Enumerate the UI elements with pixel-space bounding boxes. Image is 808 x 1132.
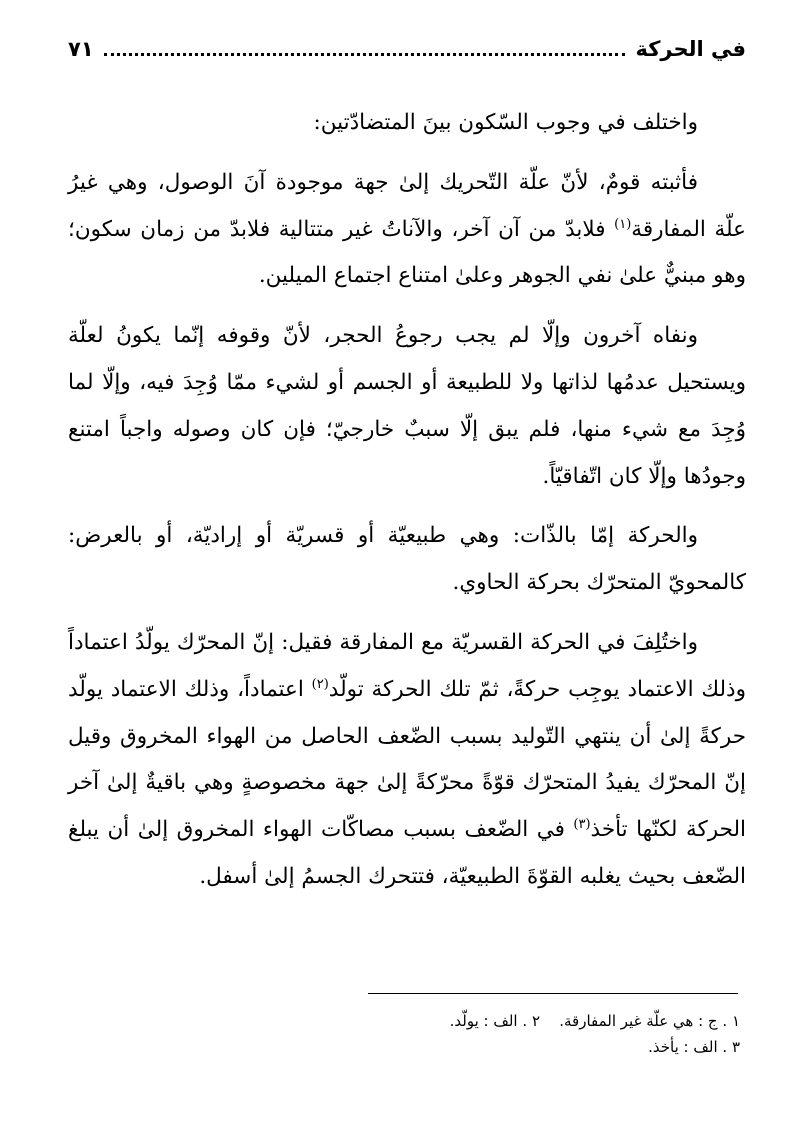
page-number: ٧١ [68,37,94,61]
footnote-row-2 [68,1034,740,1060]
paragraph-4-text: والحركة إمّا بالذّات: وهي طبيعيّة أو قسريّة أو إراديّة، أو بالعرض: كالمحويّ المتحرّك بحركة الحاوي. [68,523,746,596]
paragraph-1-text: واختلف في وجوب السّكون بينَ المتضادّتين: [313,110,698,135]
running-header [68,32,746,66]
footnote-3-text: الف : يأخذ. [648,1038,718,1056]
footnote-3 [648,1034,740,1060]
footnote-row-1 [68,1008,740,1034]
header-dot-leader [104,53,626,56]
paragraph-2-rest: فلابدّ من آن آخر، والآناتُ غير متتالية فلابدّ من زمان سكون؛ وهو مبنيٌّ علىٰ نفي الجوهر وعلىٰ امتناع اجتماع الميلين. [68,216,746,289]
footnote-3-number: ٣ . [722,1038,740,1056]
footnote-mark-1: (١) [614,216,632,232]
paragraph-5 [68,620,746,901]
paragraph-4 [68,513,746,607]
paragraph-3 [68,313,746,500]
paragraph-5-middle: اعتماداً، وذلك الاعتماد يولّد حركةً إلىٰ أن ينتهي التّوليد بسبب الضّعف الحاصل من الهواء المخروق وقيل إنّ المحرّك يفيدُ المتحرّك قوّةً محرّكةً إلىٰ جهة مخصوصةٍ وهي باقيةٌ إلىٰ آخر الحركة لكنّها تأخذ [68,676,746,843]
footnote-separator [368,993,738,994]
footnote-2 [450,1008,540,1034]
footnotes [68,1008,740,1060]
chapter-title: في الحركة [635,37,746,61]
paragraph-5-end: في الضّعف بسبب مصاكّات الهواء المخروق إلىٰ أن يبلغ الضّعف بحيث يغلبه القوّةَ الطبيعيّة، فتتحرك الجسمُ إلىٰ أسفل. [68,817,746,889]
footnote-1-text: ج : هي علّة غير المفارقة. [559,1012,718,1030]
footnote-mark-2: (٢) [311,676,329,692]
paragraph-5-text: واختُلِفَ في الحركة القسريّة مع المفارقة فقيل: إنّ المحرّك يولّدُ اعتماداً وذلك الاعتماد يوجِب حركةً، ثمّ تلك الحركة تولّد [68,629,746,702]
footnote-2-number: ٢ . [522,1012,540,1030]
paragraph-2-text: فأثبته قومٌ، لأنّ علّة التّحريك إلىٰ جهة موجودة آنَ الوصول، وهي غيرُ علّة المفارقة [68,169,747,242]
paragraph-2 [68,160,746,300]
paragraph-1 [68,100,746,147]
footnote-1 [540,1008,740,1034]
paragraph-3-text: ونفاه آخرون وإلّا لم يجب رجوعُ الحجر، لأنّ وقوفه إنّما يكونُ لعلّة ويستحيل عدمُها لذاتها ولا للطبيعة أو الجسم أو لشيء ممّا وُجِدَ فيه، وإلّا لما وُجِدَ مع شيء منها، فلم يبق إلّا سببٌ خارجيّ؛ فإن كان وصوله واجباً امتنع وجودُها وإلّا كان اتّفاقيّاً. [68,323,746,489]
footnote-1-number: ١ . [722,1012,740,1030]
footnote-2-text: الف : يولّد. [449,1012,518,1030]
main-text [68,100,746,901]
footnote-mark-3: (٣) [573,817,591,832]
